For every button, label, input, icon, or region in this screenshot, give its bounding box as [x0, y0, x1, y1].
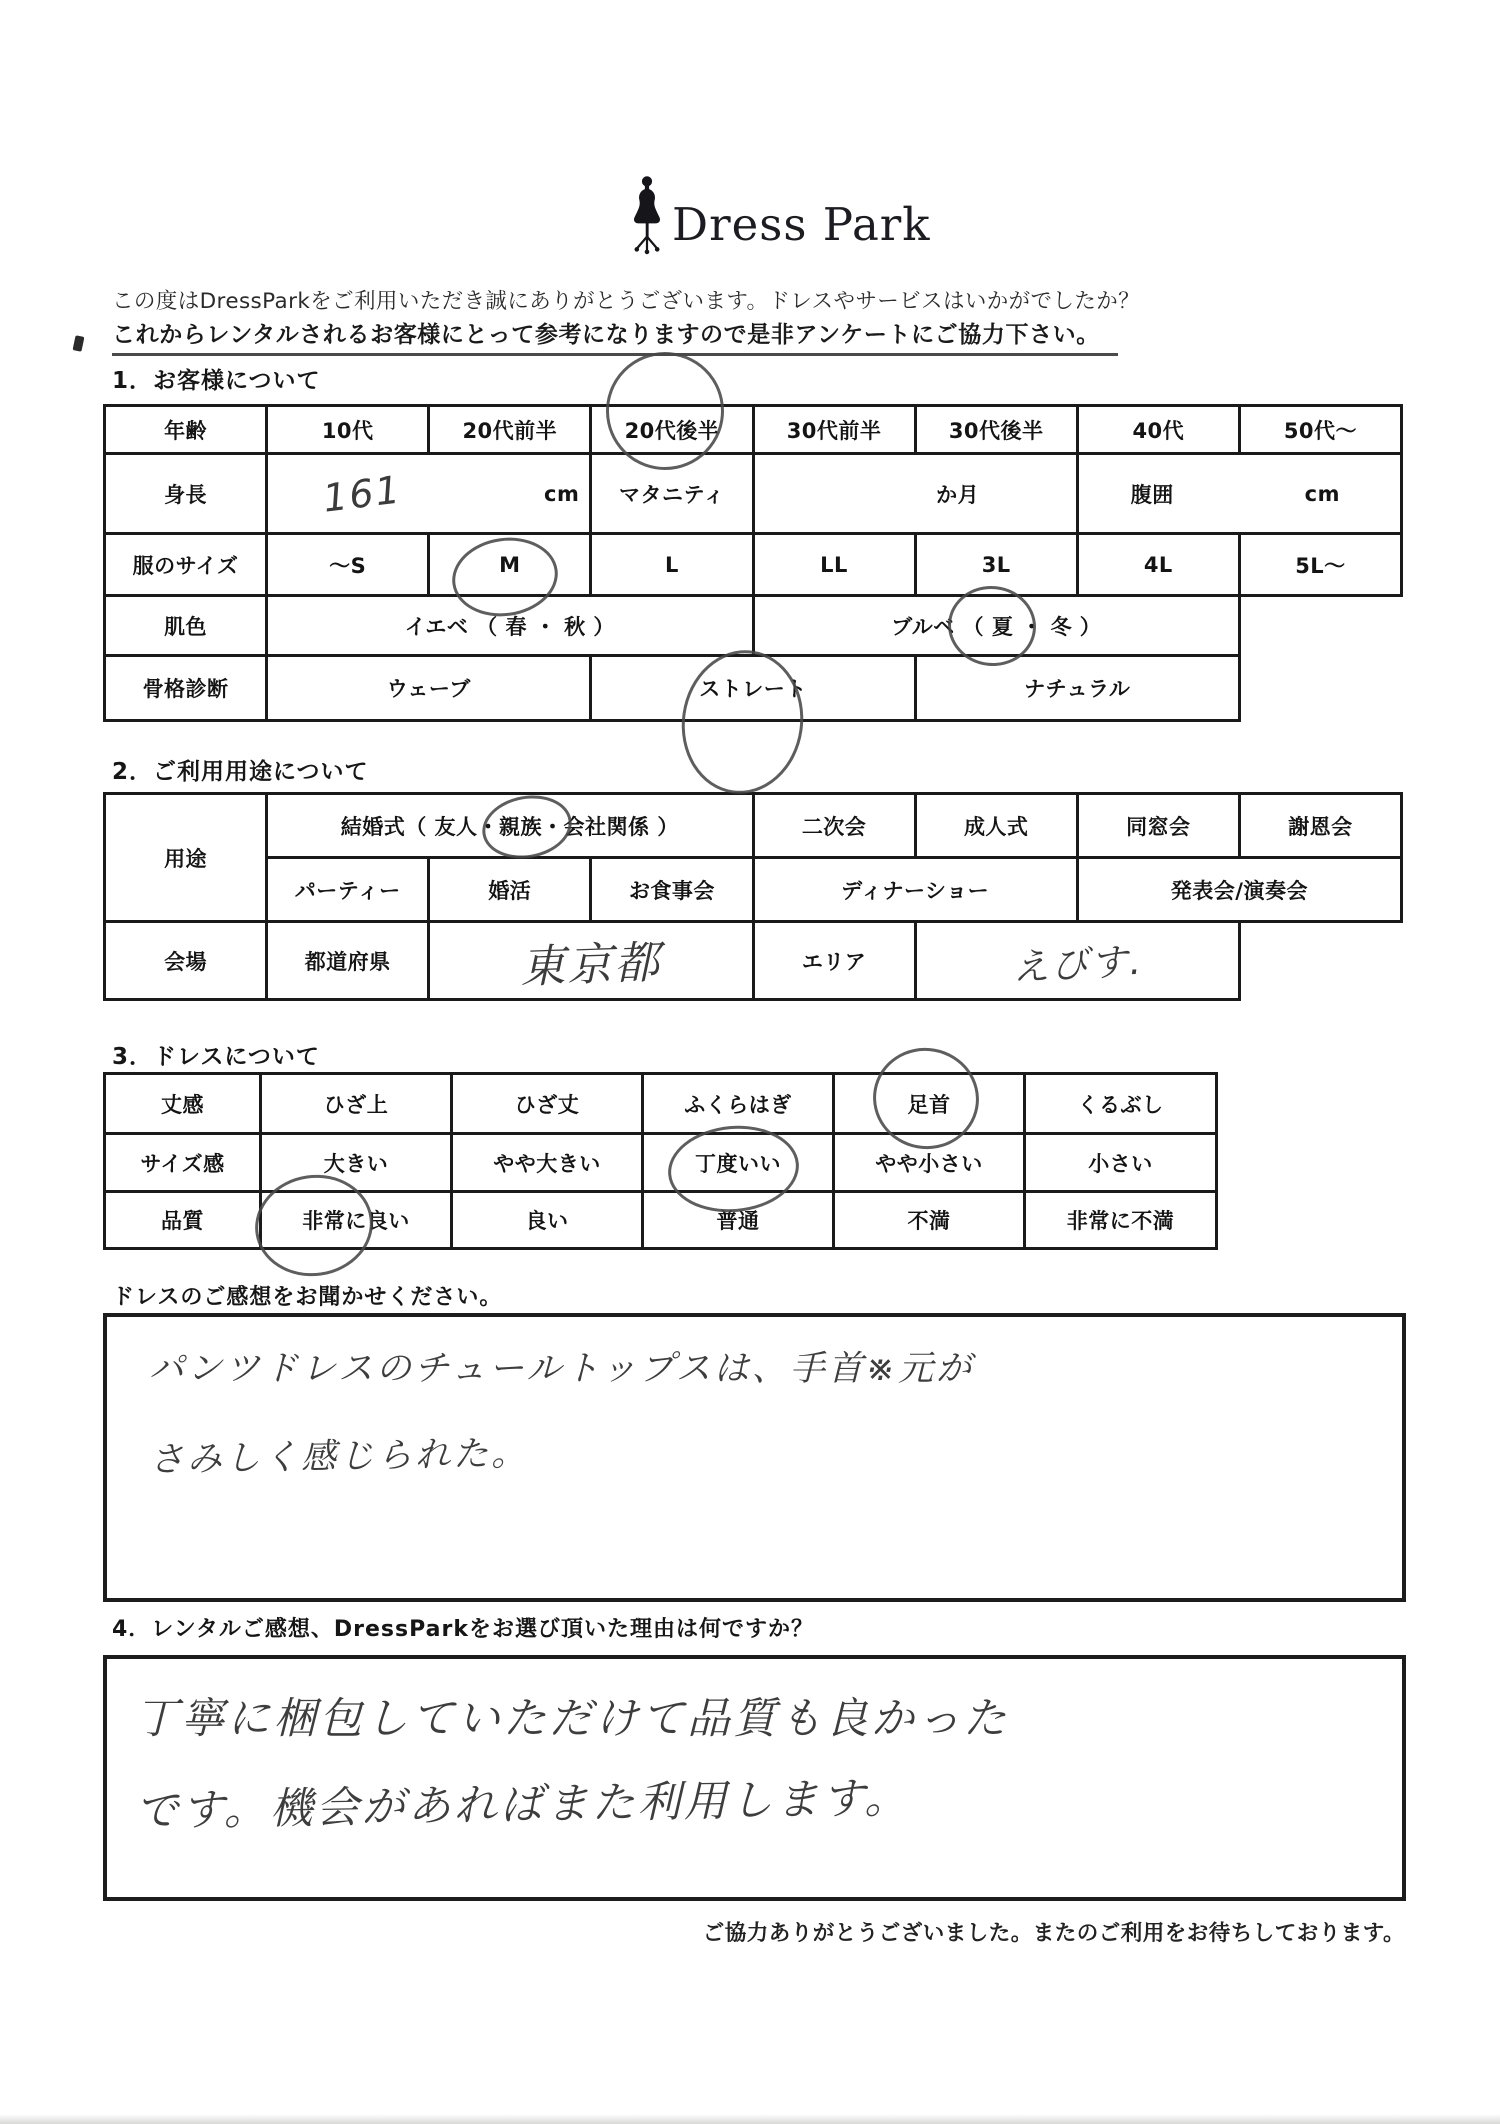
footer-thanks-text: ご協力ありがとうございました。またのご利用をお待ちしております。: [702, 1921, 1405, 1946]
maternity-label: マタニティ: [591, 454, 753, 534]
size-option-3l: 3L: [915, 534, 1077, 596]
usage-option-konkatsu: 婚活: [429, 858, 591, 922]
prefecture-label: 都道府県: [267, 922, 429, 1000]
fit-option-slightlysmall: やや小さい: [834, 1134, 1025, 1192]
length-option-knee: ひざ丈: [452, 1074, 643, 1134]
size-option-s: ～S: [267, 534, 429, 596]
quality-option-normal: 普通: [643, 1192, 834, 1249]
skin-option-yellow: イエベ （ 春 ・ 秋 ）: [267, 596, 753, 656]
usage-label: 用途: [105, 794, 267, 922]
length-option-aboveknee: ひざ上: [261, 1074, 452, 1134]
skin-label: 肌色: [105, 596, 267, 656]
section2-title: 2．ご利用用途について: [112, 759, 369, 785]
rental-comment-line1: 丁寧に梱包していただけて品質も良かった: [135, 1694, 1009, 1744]
usage-option-wedding: 結婚式（ 友人・親族・会社関係 ）: [267, 794, 753, 858]
height-value-cell: [267, 454, 591, 534]
height-unit: cm: [544, 481, 580, 506]
age-option-late30s: 30代後半: [915, 406, 1077, 454]
usage-option-reunion: 同窓会: [1077, 794, 1239, 858]
frame-option-natural: ナチュラル: [915, 656, 1239, 721]
fit-option-big: 大きい: [261, 1134, 452, 1192]
age-option-early30s: 30代前半: [753, 406, 915, 454]
usage-option-party: パーティー: [267, 858, 429, 922]
usage-option-afterparty: 二次会: [753, 794, 915, 858]
waist-cell: [1077, 454, 1401, 534]
size-option-5l: 5L～: [1239, 534, 1401, 596]
age-option-late20s: 20代後半: [591, 406, 753, 454]
age-option-40s: 40代: [1077, 406, 1239, 454]
waist-unit: cm: [1304, 481, 1340, 506]
quality-option-bad: 不満: [834, 1192, 1025, 1249]
height-label: 身長: [105, 454, 267, 534]
fit-option-justright: 丁度いい: [643, 1134, 834, 1192]
fit-label: サイズ感: [105, 1134, 261, 1192]
age-option-early20s: 20代前半: [429, 406, 591, 454]
area-label: エリア: [753, 922, 915, 1000]
size-option-ll: LL: [753, 534, 915, 596]
length-option-calf: ふくらはぎ: [643, 1074, 834, 1134]
size-option-m: M: [429, 534, 591, 596]
fit-option-small: 小さい: [1025, 1134, 1217, 1192]
size-option-l: L: [591, 534, 753, 596]
usage-option-dinnershow: ディナーショー: [753, 858, 1077, 922]
length-option-ankle: 足首: [834, 1074, 1025, 1134]
empty-cell: [1239, 596, 1401, 656]
area-value-cell: [915, 922, 1239, 1000]
waist-label: 腹囲: [1130, 482, 1174, 507]
brand-logo-text: Dress Park: [672, 198, 931, 251]
usage-table: [103, 792, 1403, 1001]
fit-option-slightlybig: やや大きい: [452, 1134, 643, 1192]
size-option-4l: 4L: [1077, 534, 1239, 596]
age-option-50s: 50代～: [1239, 406, 1401, 454]
rental-comment-box: [103, 1655, 1406, 1901]
dress-comment-box: [103, 1313, 1406, 1602]
length-label: 丈感: [105, 1074, 261, 1134]
size-label: 服のサイズ: [105, 534, 267, 596]
age-label: 年齢: [105, 406, 267, 454]
section1-title: 1．お客様について: [112, 368, 321, 394]
intro-line-2: これからレンタルされるお客様にとって参考になりますので是非アンケートにご協力下さい。: [112, 316, 1118, 356]
skin-option-blue: ブルベ （ 夏 ・ 冬 ）: [753, 596, 1239, 656]
area-handwritten-value: えびす.: [1011, 939, 1144, 989]
frame-label: 骨格診断: [105, 656, 267, 721]
prefecture-handwritten-value: 東京都: [519, 935, 663, 994]
frame-option-wave: ウェーブ: [267, 656, 591, 721]
maternity-months-cell: か月: [753, 454, 1077, 534]
section3-title: 3．ドレスについて: [112, 1044, 320, 1070]
scan-edge-shadow: [0, 2114, 1500, 2124]
frame-option-straight: ストレート: [591, 656, 915, 721]
dress-comment-line2: さみしく感じられた。: [148, 1433, 530, 1481]
usage-option-recital: 発表会/演奏会: [1077, 858, 1401, 922]
quality-label: 品質: [105, 1192, 261, 1249]
rental-comment-line2: です。機会があればまた利用します。: [134, 1773, 911, 1837]
usage-option-comingofage: 成人式: [915, 794, 1077, 858]
quality-option-verybad: 非常に不満: [1025, 1192, 1217, 1249]
usage-option-thanksparty: 謝恩会: [1239, 794, 1401, 858]
height-handwritten-value: 161: [320, 466, 405, 521]
quality-option-good: 良い: [452, 1192, 643, 1249]
quality-option-verygood: 非常に良い: [261, 1192, 452, 1249]
usage-option-dinner: お食事会: [591, 858, 753, 922]
venue-label: 会場: [105, 922, 267, 1000]
empty-cell: [1239, 922, 1401, 1000]
empty-cell: [1239, 656, 1401, 721]
dress-form-icon: [630, 176, 664, 270]
length-option-anklebone: くるぶし: [1025, 1074, 1217, 1134]
section4-title: 4．レンタルご感想、DressParkをお選び頂いた理由は何ですか？: [112, 1617, 814, 1642]
scan-artifact: [73, 335, 85, 352]
dress-comment-line1: パンツドレスのチュールトップスは、手首※元が: [149, 1349, 975, 1389]
age-option-10s: 10代: [267, 406, 429, 454]
dress-comment-label: ドレスのご感想をお聞かせください。: [112, 1285, 503, 1310]
prefecture-value-cell: [429, 922, 753, 1000]
intro-line-1: この度はDressParkをご利用いただき誠にありがとうございます。ドレスやサービスはいかがでしたか？: [112, 289, 1141, 314]
